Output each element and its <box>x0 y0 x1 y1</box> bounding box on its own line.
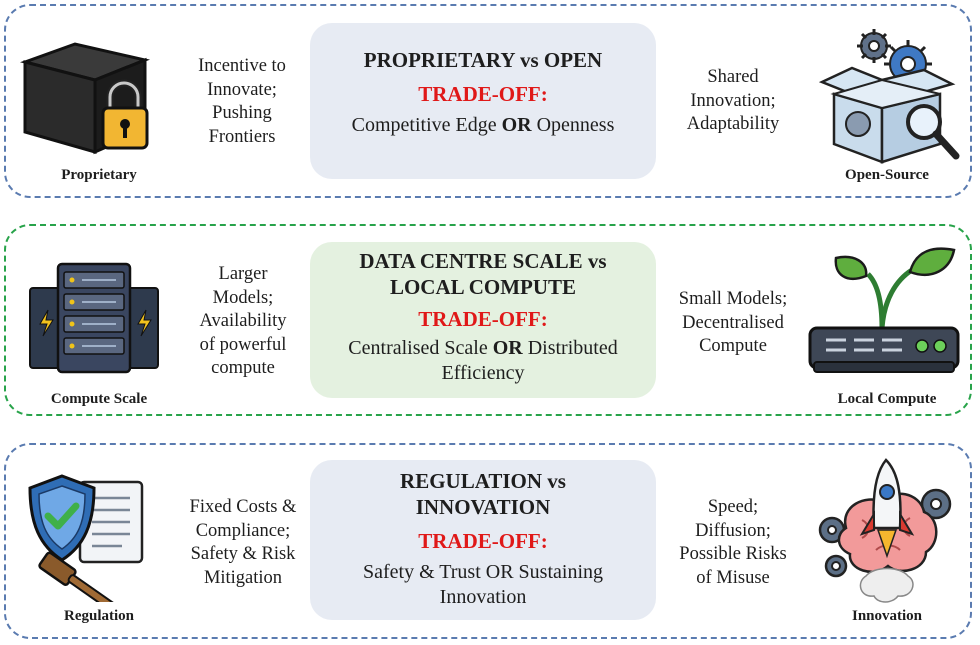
center-title-line2: INNOVATION <box>415 495 551 519</box>
center-title-line2: LOCAL COMPUTE <box>389 275 577 299</box>
tradeoff-label: TRADE-OFF: <box>418 82 548 106</box>
compute-scale-caption: Compute Scale <box>50 391 148 407</box>
datacentre-vs-local-box <box>310 242 656 398</box>
proprietary-caption: Proprietary <box>61 167 137 183</box>
tradeoff-description-line2: Innovation <box>439 586 527 608</box>
regulation-benefits-text: Fixed Costs & Compliance; Safety & Risk Mitigation <box>189 497 297 588</box>
regulation-vs-innovation-box <box>310 460 656 620</box>
local-compute-benefits-text: Small Models; Decentralised Compute <box>678 289 788 356</box>
locked-box-icon <box>20 34 150 162</box>
brain-rocket-icon <box>816 458 962 606</box>
center-title: PROPRIETARY vs OPEN <box>363 48 603 72</box>
tradeoff-description: Centralised Scale OR Distributed <box>348 337 618 359</box>
server-rack-icon <box>28 262 160 374</box>
tradeoff-description-line2: Efficiency <box>441 362 525 384</box>
innovation-benefits-text: Speed; Diffusion; Possible Risks of Misuse <box>679 497 787 588</box>
shield-gavel-icon <box>22 472 148 602</box>
regulation-caption: Regulation <box>63 608 134 624</box>
proprietary-vs-open-box <box>310 23 656 179</box>
tradeoff-label: TRADE-OFF: <box>418 529 548 553</box>
open-source-benefits-text: Shared Innovation; Adaptability <box>686 67 780 134</box>
center-title-line1: DATA CENTRE SCALE vs <box>359 249 607 273</box>
innovation-caption: Innovation <box>851 608 923 624</box>
open-box-gears-icon <box>812 24 962 166</box>
compute-scale-benefits-text: Larger Models; Availability of powerful compute <box>199 264 287 378</box>
sprout-device-icon <box>806 244 962 380</box>
tradeoff-description: Safety & Trust OR Sustaining <box>362 561 604 583</box>
proprietary-benefits-text: Incentive to Innovate; Pushing Frontiers <box>198 56 286 147</box>
tradeoff-label: TRADE-OFF: <box>418 307 548 331</box>
local-compute-caption: Local Compute <box>837 391 937 407</box>
tradeoff-description: Competitive Edge OR Openness <box>351 114 615 136</box>
center-title-line1: REGULATION vs <box>400 469 566 493</box>
open-source-caption: Open-Source <box>845 167 929 183</box>
